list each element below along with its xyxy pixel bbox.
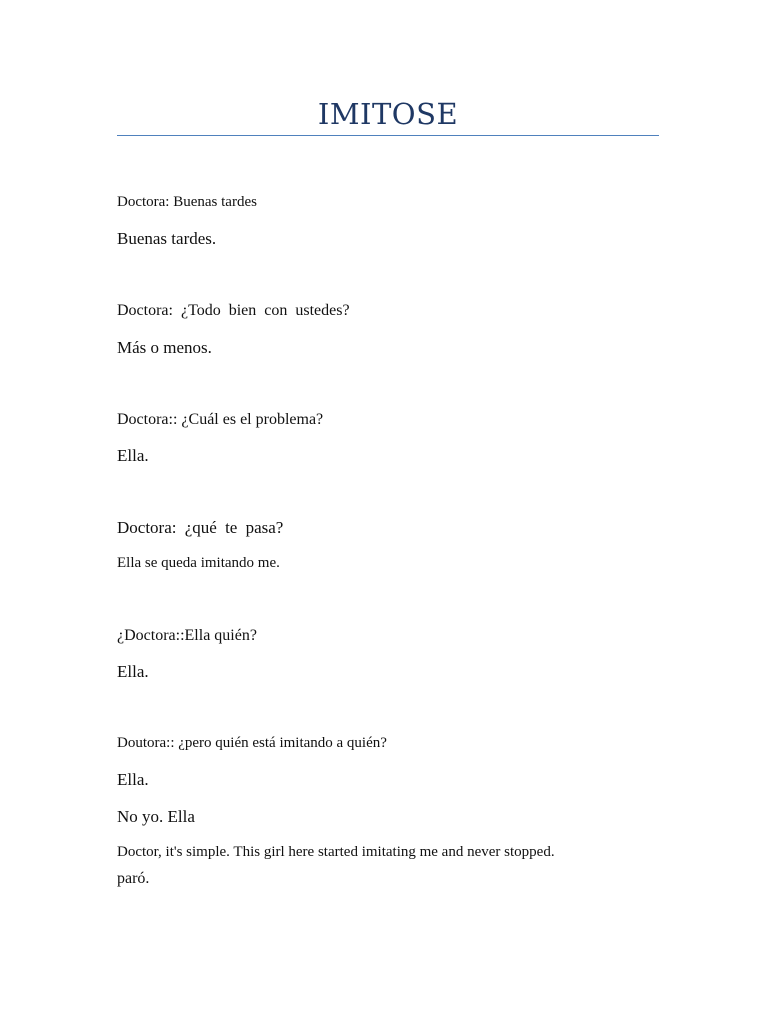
dialogue-line-8: Ella se queda imitando me.: [117, 555, 280, 571]
title-underline: [117, 135, 659, 136]
dialogue-line-3: Doctora: ¿Todo bien con ustedes?: [117, 302, 350, 319]
dialogue-line-5: Doctora:: ¿Cuál es el problema?: [117, 411, 324, 428]
dialogue-line-10: Ella.: [117, 662, 149, 681]
dialogue-line-12: Ella.: [117, 770, 149, 789]
dialogue-line-15: paró.: [117, 870, 150, 887]
dialogue-line-14: Doctor, it's simple. This girl here started imitating me and never stopped.: [117, 844, 555, 860]
dialogue-line-1: Doctora: Buenas tardes: [117, 194, 257, 210]
dialogue-line-11: Doutora:: ¿pero quién está imitando a quién?: [117, 735, 387, 751]
dialogue-line-9: ¿Doctora::Ella quién?: [117, 627, 257, 644]
dialogue-line-6: Ella.: [117, 446, 149, 465]
dialogue-line-2: Buenas tardes.: [117, 229, 217, 248]
document-title: IMITOSE: [317, 97, 459, 131]
dialogue-line-4: Más o menos.: [117, 338, 212, 357]
dialogue-line-13: No yo. Ella: [117, 807, 195, 826]
dialogue-line-7: Doctora: ¿qué te pasa?: [117, 518, 284, 537]
